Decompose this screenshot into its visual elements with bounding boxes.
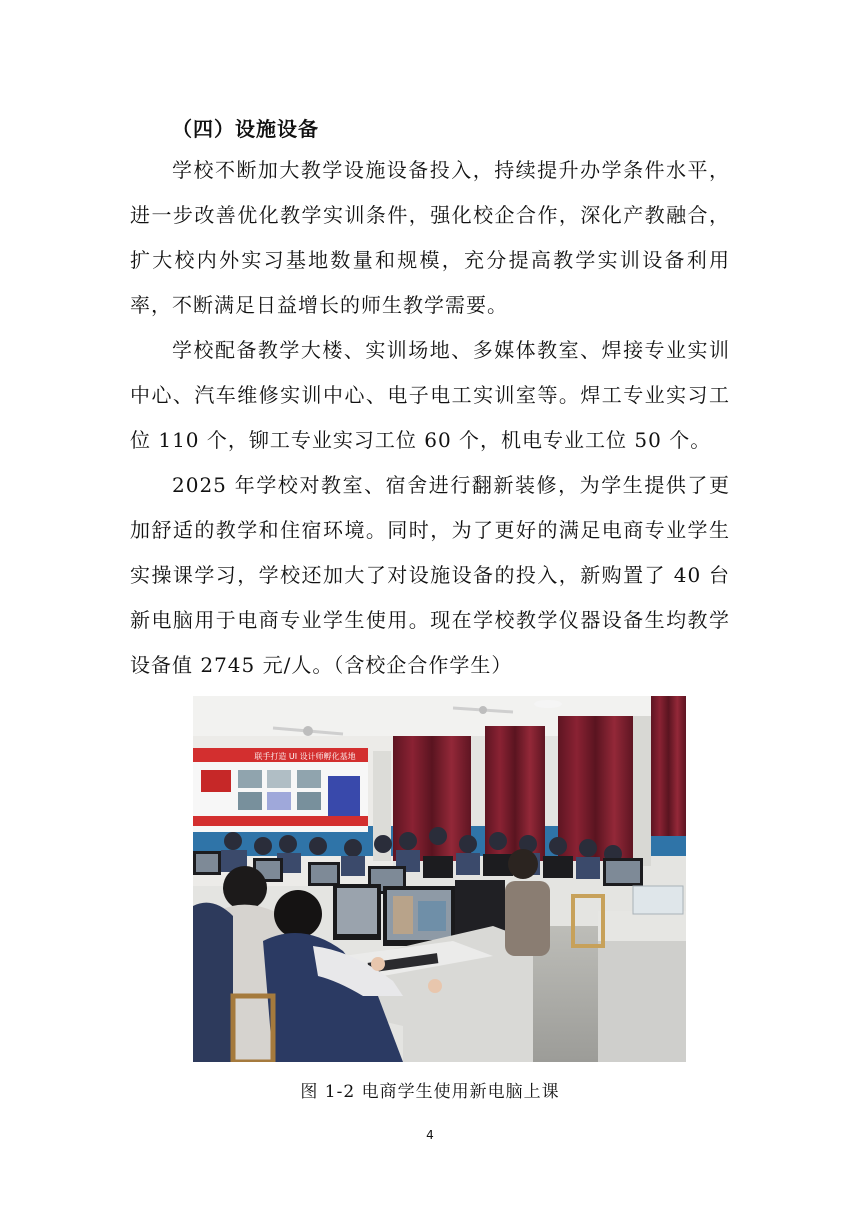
banner-text: 联手打造 UI 设计师孵化基地 bbox=[254, 752, 356, 761]
paragraph-facilities: 学校配备教学大楼、实训场地、多媒体教室、焊接专业实训中心、汽车维修实训中心、电子电工实训室等。焊工专业实习工位 110 个，铆工专业实习工位 60 个，机电专业工位 50 个。 bbox=[130, 338, 730, 452]
page-number: 4 bbox=[426, 1128, 434, 1142]
paragraph-renovation: 2025 年学校对教室、宿舍进行翻新装修，为学生提供了更加舒适的教学和住宿环境。同时，为了更好的满足电商专业学生实操课学习，学校还加大了对设施设备的投入，新购置了 40 台新电脑用于电商专业学生使用。现在学校教学仪器设备生均教学设备值 2745 元/人。（含校企合作学生） bbox=[130, 473, 730, 677]
section-heading: （四）设施设备 bbox=[172, 117, 319, 141]
classroom-photo-illustration bbox=[193, 696, 686, 1062]
figure-caption: 图 1-2 电商学生使用新电脑上课 bbox=[300, 1082, 560, 1102]
classroom-photo bbox=[193, 696, 686, 1062]
paragraph-investment: 学校不断加大教学设施设备投入，持续提升办学条件水平，进一步改善优化教学实训条件，强化校企合作，深化产教融合，扩大校内外实习基地数量和规模，充分提高教学实训设备利用率，不断满足日益增长的师生教学需要。 bbox=[130, 158, 730, 317]
